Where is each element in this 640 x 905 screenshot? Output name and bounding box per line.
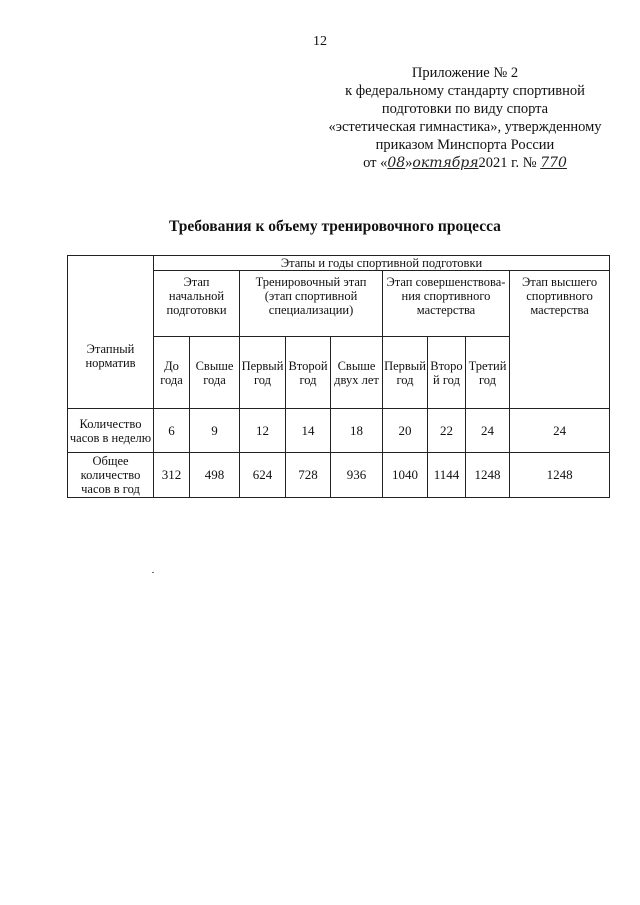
order-number-handwritten: 770 [540,155,567,171]
table-cell: 24 [510,409,610,453]
year-header: До года [154,337,190,409]
year-header: Второй год [286,337,331,409]
requirements-table [67,255,610,498]
year-header: Второ й год [428,337,466,409]
page-number: 12 [313,34,327,49]
appendix-line-4: «эстетическая гимнастика», утвержденному [328,119,602,135]
table-cell: 20 [383,409,428,453]
row-label: Общее количество часов в год [68,453,154,498]
table-cell: 312 [154,453,190,498]
date-year: 2021 г. № [478,155,537,171]
table-cell: 1144 [428,453,466,498]
table-cell: 728 [286,453,331,498]
stage-training: Тренировочный этап (этап спортивной специализации) [240,271,383,337]
table-cell: 18 [331,409,383,453]
appendix-block [300,64,630,172]
year-header: Первый год [240,337,286,409]
stage-highest: Этап высшего спортивного мастерства [510,271,610,409]
table-cell: 12 [240,409,286,453]
norm-header: Этапный норматив [68,256,154,409]
year-header: Третий год [466,337,510,409]
appendix-line-5: приказом Минспорта России [375,137,555,153]
stage-improvement: Этап совершенствова-ния спортивного мастерства [383,271,510,337]
year-header: Свыше двух лет [331,337,383,409]
date-prefix: от « [363,155,388,171]
table-cell: 1248 [466,453,510,498]
date-mid: » [405,155,413,171]
table-cell: 6 [154,409,190,453]
table-cell: 624 [240,453,286,498]
date-day-handwritten: 08 [387,155,406,171]
table-cell: 936 [331,453,383,498]
row-label: Количество часов в неделю [68,409,154,453]
appendix-line-1: Приложение № 2 [411,65,519,81]
appendix-line-2: к федеральному стандарту спортивной [345,83,585,99]
group-header: Этапы и годы спортивной подготовки [154,256,610,271]
date-month-handwritten: октября [412,155,479,171]
table-cell: 498 [190,453,240,498]
stage-initial: Этап начальной подготовки [154,271,240,337]
table-cell: 1040 [383,453,428,498]
table-cell: 1248 [510,453,610,498]
table-cell: 22 [428,409,466,453]
year-header: Свыше года [190,337,240,409]
table-cell: 24 [466,409,510,453]
table-cell: 9 [190,409,240,453]
table-row [68,453,610,498]
appendix-line-3: подготовки по виду спорта [381,101,549,117]
table-row [68,409,610,453]
year-header: Первый год [383,337,428,409]
table-cell: 14 [286,409,331,453]
document-title: Требования к объему тренировочного процесса [169,218,501,235]
order-date-line [300,154,630,172]
scan-mark [152,572,154,573]
